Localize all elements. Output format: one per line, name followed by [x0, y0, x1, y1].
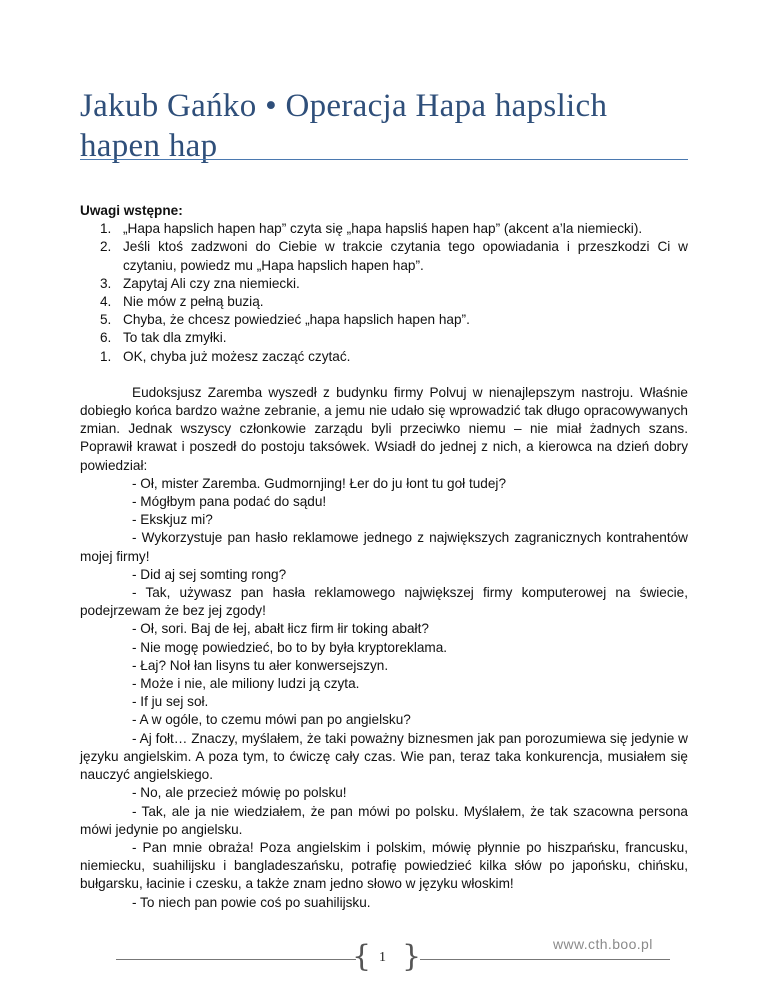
- dialogue-line: - Did aj sej somting rong?: [132, 566, 287, 582]
- dialogue-line: - Tak, ale ja nie wiedziałem, że pan mówi po polsku. Myślałem, że tak szacowna persona mówi jedynie po angielsku.: [80, 803, 688, 837]
- story-paragraph: Eudoksjusz Zaremba wyszedł z budynku firmy Polvuj w nienajlepszym nastroju. Właśnie dobiegło końca bardzo ważne zebranie, a jemu nie udało się wprowadzić tak długo opracowywanych zmian. Jednak wszyscy członkowie zarządu byli przeciwko niemu – nie miał żadnych szans. Poprawił krawat i poszedł do postoju taksówek. Wsiadł do jednej z nich, a kierowca na dzień dobry powiedział:: [80, 384, 688, 473]
- dialogue-line: - No, ale przecież mówię po polsku!: [132, 785, 347, 801]
- notes-item-text: Jeśli ktoś zadzwoni do Ciebie w trakcie czytania tego opowiadania i przeszkodzi Ci w czytaniu, powiedz mu „Hapa hapslich hapen hap”.: [123, 239, 688, 273]
- dialogue-line: - Wykorzystuje pan hasło reklamowe jednego z największych zagranicznych kontrahentów mojej firmy!: [80, 530, 688, 564]
- document-title: Jakub Gańko • Operacja Hapa hapslich hapen hap: [80, 88, 608, 164]
- notes-item-number: 5.: [100, 312, 112, 328]
- notes-item-number: 1.: [100, 221, 112, 237]
- notes-item: [80, 220, 688, 238]
- footer-rule-left: [116, 959, 356, 960]
- dialogue-line: - Oł, sori. Baj de łej, abałt łicz firm łir toking abałt?: [132, 621, 429, 637]
- notes-item: [80, 275, 688, 293]
- notes-item-number: 4.: [100, 294, 112, 310]
- footer-website: www.cth.boo.pl: [553, 936, 653, 952]
- dialogue-line: - Łaj? Noł łan lisyns tu ałer konwersejszyn.: [132, 657, 389, 673]
- notes-item-number: 3.: [100, 275, 112, 291]
- document-body: [80, 202, 688, 912]
- notes-item-text: Nie mów z pełną buzią.: [123, 294, 264, 310]
- notes-heading: Uwagi wstępne:: [80, 203, 183, 218]
- dialogue-line: - Tak, używasz pan hasła reklamowego największej firmy komputerowej na świecie, podejrzewam że bez jej zgody!: [80, 585, 688, 619]
- notes-item: [80, 238, 688, 274]
- dialogue-line: - If ju sej soł.: [132, 694, 209, 710]
- notes-item-number: 1.: [100, 348, 112, 364]
- dialogue-line: - Oł, mister Zaremba. Gudmornjing! Łer do ju łont tu goł tudej?: [132, 475, 507, 491]
- notes-item: [80, 293, 688, 311]
- notes-item: [80, 348, 688, 366]
- notes-item: [80, 329, 688, 347]
- dialogue-line: - Nie mogę powiedzieć, bo to by była kryptoreklama.: [132, 639, 448, 655]
- notes-item-number: 6.: [100, 330, 112, 346]
- notes-list: [80, 220, 688, 366]
- title-underline: [80, 159, 688, 160]
- dialogue-line: - Może i nie, ale miliony ludzi ją czyta.: [132, 676, 360, 692]
- dialogue-line: - To niech pan powie coś po suahilijsku.: [132, 894, 371, 910]
- left-brace-ornament: {: [352, 939, 372, 974]
- notes-item-number: 2.: [100, 239, 112, 255]
- notes-item: [80, 311, 688, 329]
- dialogue-line: - Aj fołt… Znaczy, myślałem, że taki poważny biznesmen jak pan porozumiewa się jedynie w języku angielskim. A poza tym, to ćwiczę cały czas. Wie pan, teraz taka konkurencja, musiałem się nauczyć angielskiego.: [80, 730, 688, 783]
- dialogue-line: - Pan mnie obraża! Poza angielskim i polskim, mówię płynnie po hiszpańsku, francusku, niemiecku, suahilijsku i bangladeszańsku, potrafię powiedzieć kilka słów po japońsku, chińsku, bułgarsku, łacinie i czesku, a także znam jedno słowo w języku włoskim!: [80, 839, 688, 892]
- notes-item-text: OK, chyba już możesz zacząć czytać.: [123, 348, 351, 364]
- dialogue-line: - Mógłbym pana podać do sądu!: [132, 494, 327, 510]
- dialogue-line: - Ekskjuz mi?: [132, 512, 213, 528]
- notes-item-text: „Hapa hapslich hapen hap” czyta się „hapa hapsliś hapen hap” (akcent a’la niemiecki).: [123, 221, 643, 237]
- right-brace-ornament: }: [402, 939, 422, 974]
- footer-rule-right: [420, 959, 670, 960]
- dialogue-line: - A w ogóle, to czemu mówi pan po angielsku?: [132, 712, 411, 728]
- notes-item-text: To tak dla zmyłki.: [123, 330, 227, 346]
- notes-item-text: Zapytaj Ali czy zna niemiecki.: [123, 275, 300, 291]
- notes-item-text: Chyba, że chcesz powiedzieć „hapa hapslich hapen hap”.: [123, 312, 470, 328]
- page-number: 1: [379, 950, 386, 965]
